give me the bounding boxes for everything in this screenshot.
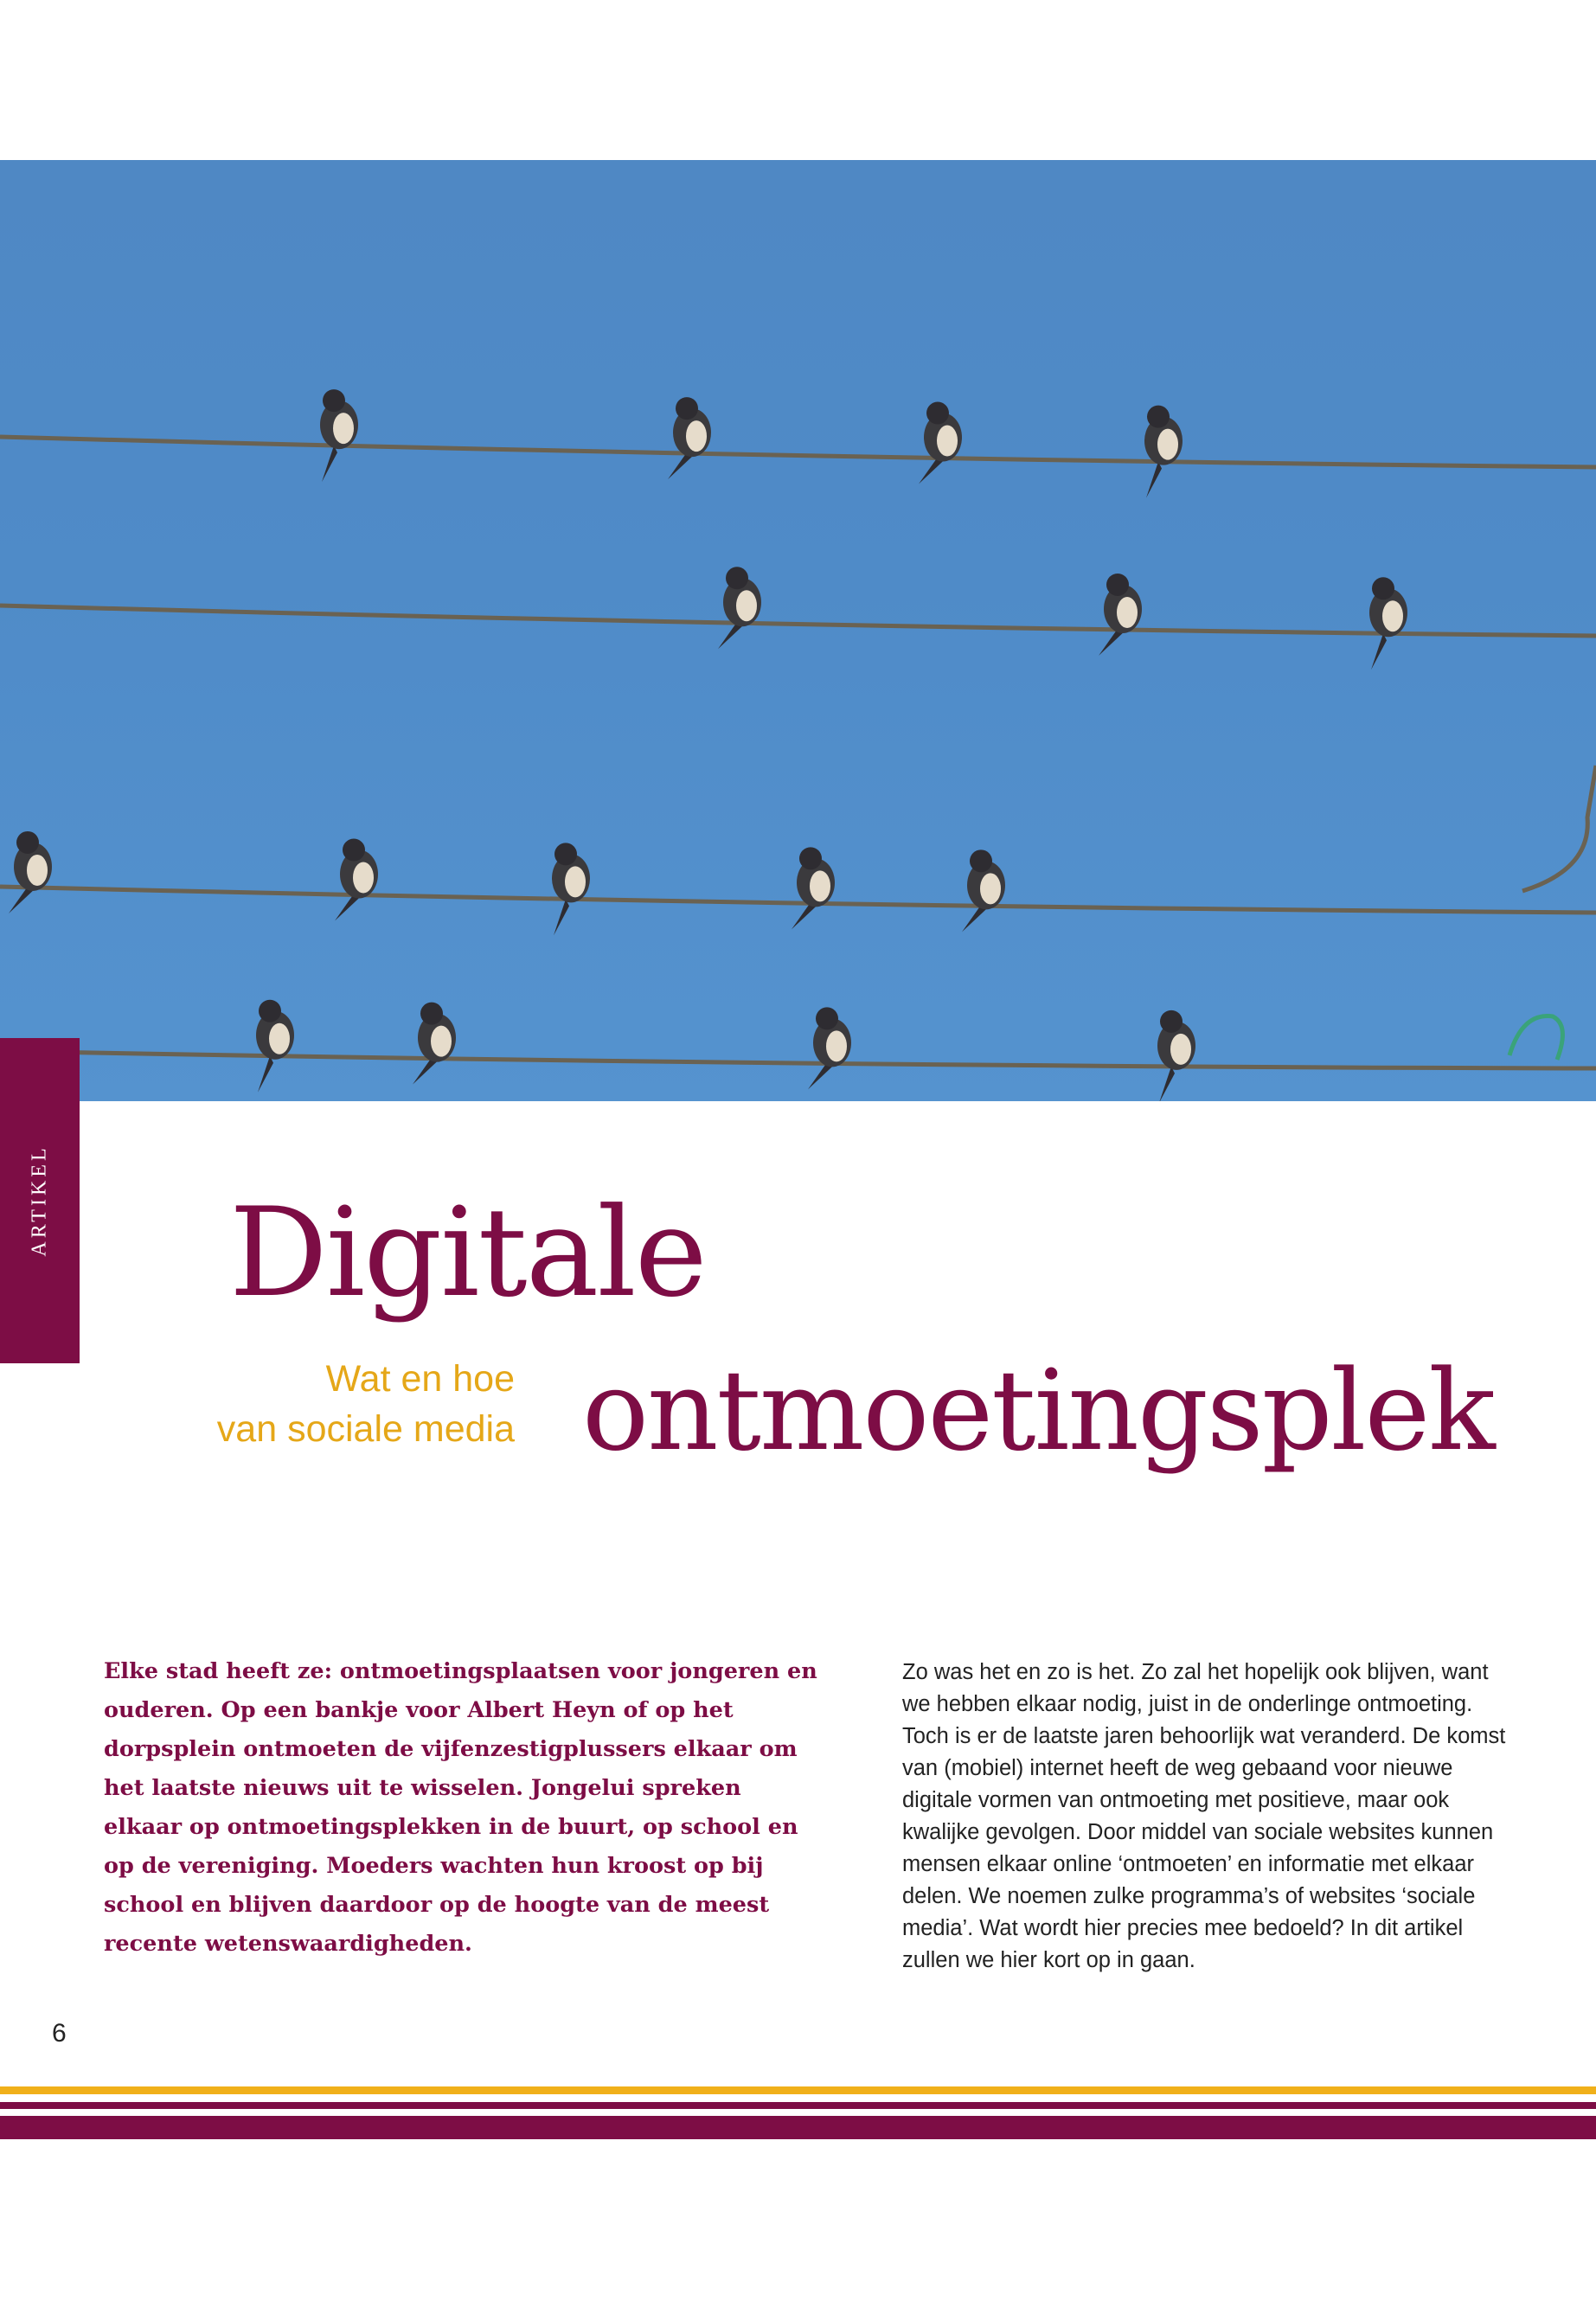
section-tab xyxy=(0,1038,80,1363)
subtitle-line-1: Wat en hoe xyxy=(325,1358,515,1400)
swallow-bird xyxy=(808,1007,851,1089)
swallow-bird xyxy=(668,397,711,479)
article-title-line-1: Digitale xyxy=(229,1182,706,1324)
footer-stripe-thick xyxy=(0,2116,1596,2139)
page-number: 6 xyxy=(52,2019,67,2048)
swallow-bird xyxy=(1144,406,1183,498)
green-cable xyxy=(1509,1016,1562,1060)
intro-paragraph: Elke stad heeft ze: ontmoetingsplaatsen voor jongeren en ouderen. Op een bankje voor Albert Heyn of op het dorpsplein ontmoeten de vijfenzestigplussers elkaar om het laatste nieuws uit te wisselen. Jongelui spreken elkaar op ontmoetingsplekken in de buurt, op school en op de vereniging. Moeders wachten hun kroost op bij school en blijven daardoor op de hoogte van de meest recente wetenswaardigheden. xyxy=(104,1658,817,1957)
hero-photo xyxy=(0,160,1596,1101)
swallow-bird xyxy=(919,402,962,484)
swallow-bird xyxy=(1099,574,1142,656)
swallow-bird xyxy=(320,389,358,482)
power-line-2 xyxy=(0,606,1596,636)
power-line-4 xyxy=(0,1051,1596,1068)
swallow-bird xyxy=(413,1003,456,1085)
swallow-bird xyxy=(335,839,378,921)
swallow-bird xyxy=(1157,1010,1195,1101)
footer-stripe-thin xyxy=(0,2102,1596,2109)
power-lines-with-birds-illustration xyxy=(0,160,1596,1101)
swallow-bird xyxy=(9,831,52,913)
article-title-line-2: ontmoetingsplek xyxy=(582,1347,1494,1476)
swallow-bird xyxy=(792,847,835,929)
insulator-wire xyxy=(1522,766,1596,891)
swallow-bird xyxy=(718,567,761,649)
body-paragraph: Zo was het en zo is het. Zo zal het hopelijk ook blijven, want we hebben elkaar nodig, juist in de onderlinge ontmoeting. Toch is er de laatste jaren behoorlijk wat veranderd. De komst van (mobiel) internet heeft de weg gebaand voor nieuwe digitale vormen van ontmoeting met positieve, maar ook kwalijke gevolgen. Door middel van sociale websites kunnen mensen elkaar online ‘ontmoeten’ en informatie met elkaar delen. We noemen zulke programma’s of websites ‘sociale media’. Wat wordt hier precies mee bedoeld? In dit artikel zullen we hier kort op in gaan. xyxy=(902,1660,1506,1972)
power-line-1 xyxy=(0,437,1596,467)
swallow-bird xyxy=(256,1000,294,1093)
subtitle-line-2: van sociale media xyxy=(216,1408,515,1450)
article-subtitle xyxy=(217,1354,515,1454)
section-tab-label: ARTIKEL xyxy=(28,1144,51,1257)
swallow-bird xyxy=(1369,577,1407,670)
footer-stripe-gold xyxy=(0,2086,1596,2094)
swallow-bird xyxy=(962,849,1005,932)
swallow-bird xyxy=(552,843,590,935)
